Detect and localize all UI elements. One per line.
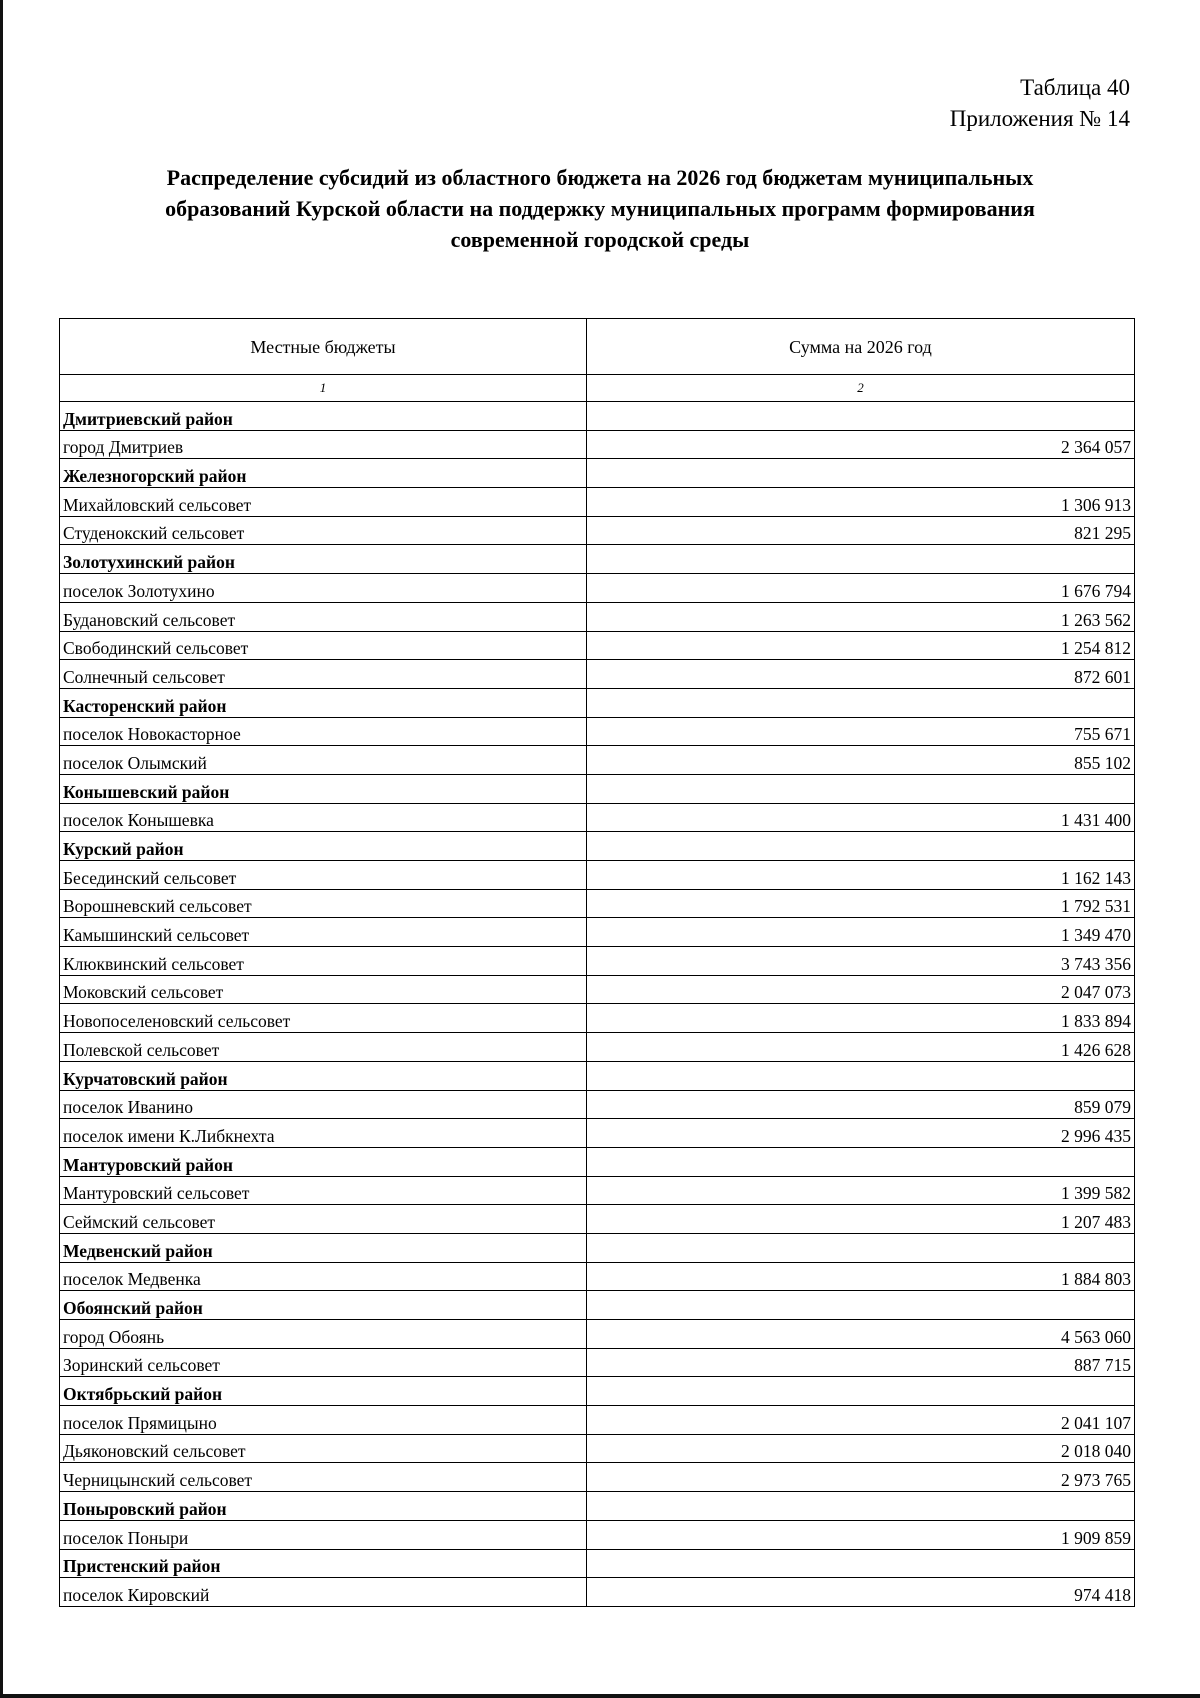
municipality-name: город Дмитриев <box>60 430 587 459</box>
amount-cell: 1 884 803 <box>587 1262 1135 1291</box>
district-row <box>60 1492 1135 1521</box>
district-row <box>60 1291 1135 1320</box>
municipality-name: поселок Конышевка <box>60 803 587 832</box>
district-name: Золотухинский район <box>60 545 587 574</box>
amount-cell: 1 431 400 <box>587 803 1135 832</box>
table-row <box>60 660 1135 689</box>
municipality-name: поселок имени К.Либкнехта <box>60 1119 587 1148</box>
amount-cell <box>587 545 1135 574</box>
district-row <box>60 688 1135 717</box>
table-row <box>60 918 1135 947</box>
district-row <box>60 1147 1135 1176</box>
district-name: Мантуровский район <box>60 1147 587 1176</box>
amount-cell: 755 671 <box>587 717 1135 746</box>
amount-cell: 821 295 <box>587 516 1135 545</box>
district-name: Дмитриевский район <box>60 402 587 431</box>
scan-edge-bottom <box>0 1694 1200 1698</box>
municipality-name: Мантуровский сельсовет <box>60 1176 587 1205</box>
table-row <box>60 430 1135 459</box>
table-row <box>60 1406 1135 1435</box>
amount-cell: 2 041 107 <box>587 1406 1135 1435</box>
district-name: Медвенский район <box>60 1233 587 1262</box>
district-name: Октябрьский район <box>60 1377 587 1406</box>
amount-cell <box>587 1549 1135 1578</box>
district-name: Пристенский район <box>60 1549 587 1578</box>
amount-cell <box>587 832 1135 861</box>
municipality-name: поселок Олымский <box>60 746 587 775</box>
municipality-name: поселок Поныри <box>60 1520 587 1549</box>
amount-cell: 1 162 143 <box>587 861 1135 890</box>
amount-cell: 1 792 531 <box>587 889 1135 918</box>
title-line: современной городской среды <box>450 227 750 252</box>
table-row <box>60 1090 1135 1119</box>
amount-cell: 2 973 765 <box>587 1463 1135 1492</box>
table-row <box>60 574 1135 603</box>
amount-cell: 1 426 628 <box>587 1033 1135 1062</box>
amount-cell: 1 909 859 <box>587 1520 1135 1549</box>
amount-cell <box>587 1147 1135 1176</box>
table-row <box>60 1205 1135 1234</box>
table-row <box>60 746 1135 775</box>
amount-cell: 859 079 <box>587 1090 1135 1119</box>
amount-cell: 1 263 562 <box>587 602 1135 631</box>
table-row <box>60 1578 1135 1607</box>
municipality-name: поселок Медвенка <box>60 1262 587 1291</box>
municipality-name: поселок Золотухино <box>60 574 587 603</box>
table-row <box>60 631 1135 660</box>
amount-cell: 2 996 435 <box>587 1119 1135 1148</box>
amount-cell: 1 349 470 <box>587 918 1135 947</box>
amount-cell <box>587 1233 1135 1262</box>
table-row <box>60 1348 1135 1377</box>
table-row <box>60 602 1135 631</box>
amount-cell: 1 676 794 <box>587 574 1135 603</box>
table-row <box>60 947 1135 976</box>
municipality-name: поселок Кировский <box>60 1578 587 1607</box>
column-header-local-budgets: Местные бюджеты <box>60 319 587 375</box>
district-row <box>60 459 1135 488</box>
amount-cell <box>587 688 1135 717</box>
amount-cell <box>587 402 1135 431</box>
table-row <box>60 975 1135 1004</box>
municipality-name: Дьяконовский сельсовет <box>60 1434 587 1463</box>
municipality-name: Черницынский сельсовет <box>60 1463 587 1492</box>
table-header-row <box>60 319 1135 375</box>
municipality-name: Бесединский сельсовет <box>60 861 587 890</box>
district-row <box>60 545 1135 574</box>
table-row <box>60 861 1135 890</box>
district-row <box>60 774 1135 803</box>
table-row <box>60 889 1135 918</box>
amount-cell <box>587 1492 1135 1521</box>
district-row <box>60 1549 1135 1578</box>
municipality-name: Камышинский сельсовет <box>60 918 587 947</box>
document-reference <box>950 72 1130 134</box>
municipality-name: город Обоянь <box>60 1320 587 1349</box>
district-row <box>60 1377 1135 1406</box>
scan-edge-left <box>0 0 3 1698</box>
municipality-name: Новопоселеновский сельсовет <box>60 1004 587 1033</box>
municipality-name: Полевской сельсовет <box>60 1033 587 1062</box>
district-row <box>60 1061 1135 1090</box>
budget-table <box>59 318 1135 1607</box>
table-row <box>60 803 1135 832</box>
municipality-name: Студенокский сельсовет <box>60 516 587 545</box>
amount-cell: 855 102 <box>587 746 1135 775</box>
title-line: образований Курской области на поддержку муниципальных программ формирования <box>165 196 1035 221</box>
column-number-row <box>60 375 1135 402</box>
municipality-name: поселок Новокасторное <box>60 717 587 746</box>
municipality-name: Солнечный сельсовет <box>60 660 587 689</box>
table-row <box>60 516 1135 545</box>
amount-cell: 887 715 <box>587 1348 1135 1377</box>
district-name: Конышевский район <box>60 774 587 803</box>
municipality-name: Сеймский сельсовет <box>60 1205 587 1234</box>
amount-cell: 872 601 <box>587 660 1135 689</box>
column-number: 1 <box>60 375 587 402</box>
amount-cell: 2 018 040 <box>587 1434 1135 1463</box>
amount-cell: 1 254 812 <box>587 631 1135 660</box>
amount-cell <box>587 1291 1135 1320</box>
amount-cell: 2 364 057 <box>587 430 1135 459</box>
table-row <box>60 1434 1135 1463</box>
municipality-name: Ворошневский сельсовет <box>60 889 587 918</box>
table-number: Таблица 40 <box>1020 75 1130 100</box>
district-name: Курчатовский район <box>60 1061 587 1090</box>
amount-cell: 3 743 356 <box>587 947 1135 976</box>
amount-cell: 2 047 073 <box>587 975 1135 1004</box>
table-row <box>60 488 1135 517</box>
district-name: Железногорский район <box>60 459 587 488</box>
amount-cell: 4 563 060 <box>587 1320 1135 1349</box>
municipality-name: Будановский сельсовет <box>60 602 587 631</box>
appendix-number: Приложения № 14 <box>949 106 1130 131</box>
municipality-name: Зоринский сельсовет <box>60 1348 587 1377</box>
document-title <box>100 162 1100 255</box>
table-row <box>60 1033 1135 1062</box>
amount-cell: 1 833 894 <box>587 1004 1135 1033</box>
amount-cell: 1 207 483 <box>587 1205 1135 1234</box>
table-row <box>60 1463 1135 1492</box>
amount-cell <box>587 1061 1135 1090</box>
district-row <box>60 832 1135 861</box>
column-header-amount-2026: Сумма на 2026 год <box>587 319 1135 375</box>
table-row <box>60 1176 1135 1205</box>
amount-cell <box>587 459 1135 488</box>
district-name: Курский район <box>60 832 587 861</box>
district-row <box>60 402 1135 431</box>
district-name: Обоянский район <box>60 1291 587 1320</box>
table-row <box>60 717 1135 746</box>
title-line: Распределение субсидий из областного бюджета на 2026 год бюджетам муниципальных <box>166 165 1034 190</box>
column-number: 2 <box>587 375 1135 402</box>
amount-cell <box>587 1377 1135 1406</box>
district-row <box>60 1233 1135 1262</box>
table-row <box>60 1320 1135 1349</box>
amount-cell: 1 306 913 <box>587 488 1135 517</box>
amount-cell <box>587 774 1135 803</box>
municipality-name: Михайловский сельсовет <box>60 488 587 517</box>
district-name: Касторенский район <box>60 688 587 717</box>
table-row <box>60 1262 1135 1291</box>
municipality-name: Свободинский сельсовет <box>60 631 587 660</box>
municipality-name: поселок Прямицыно <box>60 1406 587 1435</box>
table-row <box>60 1119 1135 1148</box>
amount-cell: 974 418 <box>587 1578 1135 1607</box>
table-row <box>60 1004 1135 1033</box>
municipality-name: Клюквинский сельсовет <box>60 947 587 976</box>
table-row <box>60 1520 1135 1549</box>
municipality-name: поселок Иванино <box>60 1090 587 1119</box>
amount-cell: 1 399 582 <box>587 1176 1135 1205</box>
municipality-name: Моковский сельсовет <box>60 975 587 1004</box>
district-name: Поныровский район <box>60 1492 587 1521</box>
